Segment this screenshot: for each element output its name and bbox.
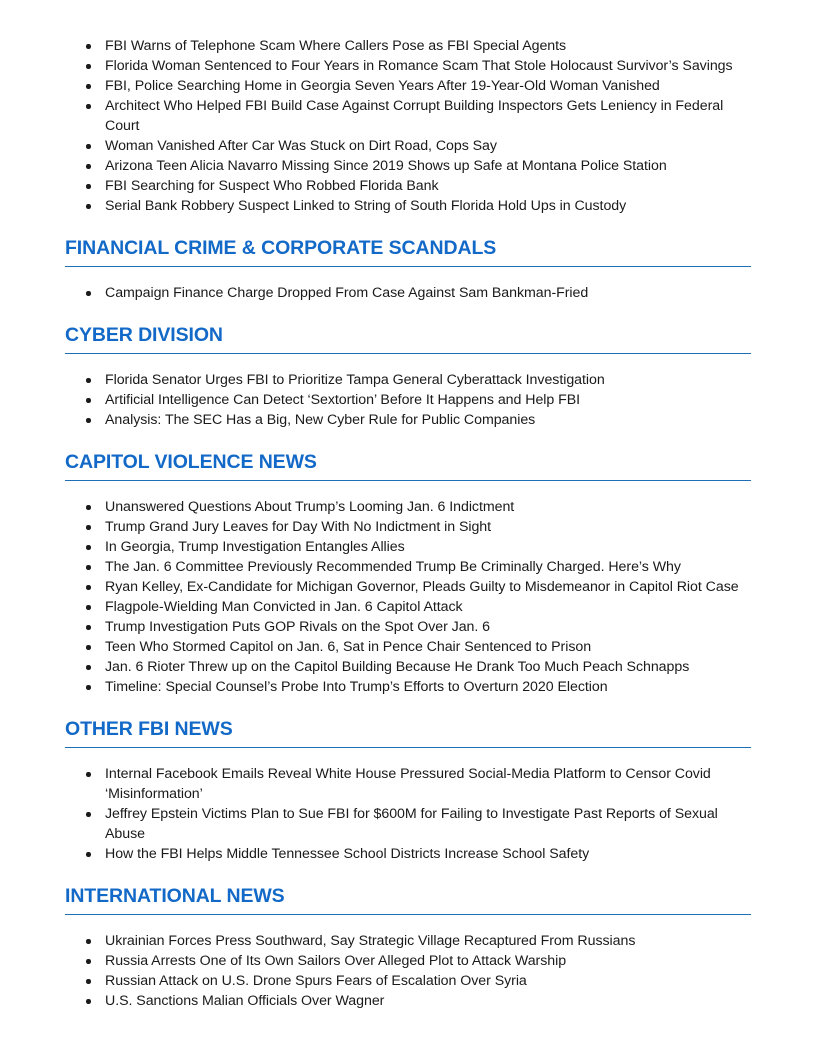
list-item[interactable]: Teen Who Stormed Capitol on Jan. 6, Sat in Pence Chair Sentenced to Prison: [105, 637, 751, 657]
section-financial-crime: [65, 236, 751, 303]
list-item[interactable]: U.S. Sanctions Malian Officials Over Wagner: [105, 991, 751, 1011]
list-item[interactable]: In Georgia, Trump Investigation Entangles Allies: [105, 537, 751, 557]
list-item[interactable]: Trump Grand Jury Leaves for Day With No Indictment in Sight: [105, 517, 751, 537]
list-item[interactable]: How the FBI Helps Middle Tennessee School Districts Increase School Safety: [105, 844, 751, 864]
section-heading: CYBER DIVISION: [65, 323, 751, 354]
list-item[interactable]: Ryan Kelley, Ex-Candidate for Michigan Governor, Pleads Guilty to Misdemeanor in Capitol Riot Case: [105, 577, 751, 597]
list-item[interactable]: Florida Senator Urges FBI to Prioritize Tampa General Cyberattack Investigation: [105, 370, 751, 390]
list-item[interactable]: FBI Searching for Suspect Who Robbed Florida Bank: [105, 176, 751, 196]
section-heading: FINANCIAL CRIME & CORPORATE SCANDALS: [65, 236, 751, 267]
list-item[interactable]: Internal Facebook Emails Reveal White House Pressured Social-Media Platform to Censor Covid ‘Misinformation’: [105, 764, 751, 804]
list-item[interactable]: Architect Who Helped FBI Build Case Against Corrupt Building Inspectors Gets Leniency in Federal Court: [105, 96, 751, 136]
list-item[interactable]: Serial Bank Robbery Suspect Linked to String of South Florida Hold Ups in Custody: [105, 196, 751, 216]
section-heading: OTHER FBI NEWS: [65, 717, 751, 748]
list-item[interactable]: Artificial Intelligence Can Detect ‘Sextortion’ Before It Happens and Help FBI: [105, 390, 751, 410]
section-heading: INTERNATIONAL NEWS: [65, 884, 751, 915]
list-item[interactable]: Florida Woman Sentenced to Four Years in Romance Scam That Stole Holocaust Survivor’s Savings: [105, 56, 751, 76]
list-item[interactable]: Jeffrey Epstein Victims Plan to Sue FBI for $600M for Failing to Investigate Past Reports of Sexual Abuse: [105, 804, 751, 844]
list-item[interactable]: Arizona Teen Alicia Navarro Missing Since 2019 Shows up Safe at Montana Police Station: [105, 156, 751, 176]
list-item[interactable]: Jan. 6 Rioter Threw up on the Capitol Building Because He Drank Too Much Peach Schnapps: [105, 657, 751, 677]
section-international-news: [65, 884, 751, 1011]
list-item[interactable]: Timeline: Special Counsel’s Probe Into Trump’s Efforts to Overturn 2020 Election: [105, 677, 751, 697]
document-page: [65, 36, 751, 1011]
news-list: [65, 931, 751, 1011]
news-list: [65, 283, 751, 303]
list-item[interactable]: FBI, Police Searching Home in Georgia Seven Years After 19-Year-Old Woman Vanished: [105, 76, 751, 96]
list-item[interactable]: Woman Vanished After Car Was Stuck on Dirt Road, Cops Say: [105, 136, 751, 156]
list-item[interactable]: The Jan. 6 Committee Previously Recommended Trump Be Criminally Charged. Here’s Why: [105, 557, 751, 577]
list-item[interactable]: Flagpole-Wielding Man Convicted in Jan. 6 Capitol Attack: [105, 597, 751, 617]
section-cyber-division: [65, 323, 751, 430]
top-news-list: [65, 36, 751, 216]
list-item[interactable]: Campaign Finance Charge Dropped From Case Against Sam Bankman-Fried: [105, 283, 751, 303]
section-capitol-violence: [65, 450, 751, 697]
news-list: [65, 764, 751, 864]
list-item[interactable]: Unanswered Questions About Trump’s Looming Jan. 6 Indictment: [105, 497, 751, 517]
news-list: [65, 497, 751, 697]
list-item[interactable]: Ukrainian Forces Press Southward, Say Strategic Village Recaptured From Russians: [105, 931, 751, 951]
list-item[interactable]: Analysis: The SEC Has a Big, New Cyber Rule for Public Companies: [105, 410, 751, 430]
list-item[interactable]: Russia Arrests One of Its Own Sailors Over Alleged Plot to Attack Warship: [105, 951, 751, 971]
list-item[interactable]: Trump Investigation Puts GOP Rivals on the Spot Over Jan. 6: [105, 617, 751, 637]
list-item[interactable]: FBI Warns of Telephone Scam Where Callers Pose as FBI Special Agents: [105, 36, 751, 56]
list-item[interactable]: Russian Attack on U.S. Drone Spurs Fears of Escalation Over Syria: [105, 971, 751, 991]
news-list: [65, 370, 751, 430]
section-other-fbi-news: [65, 717, 751, 864]
section-heading: CAPITOL VIOLENCE NEWS: [65, 450, 751, 481]
